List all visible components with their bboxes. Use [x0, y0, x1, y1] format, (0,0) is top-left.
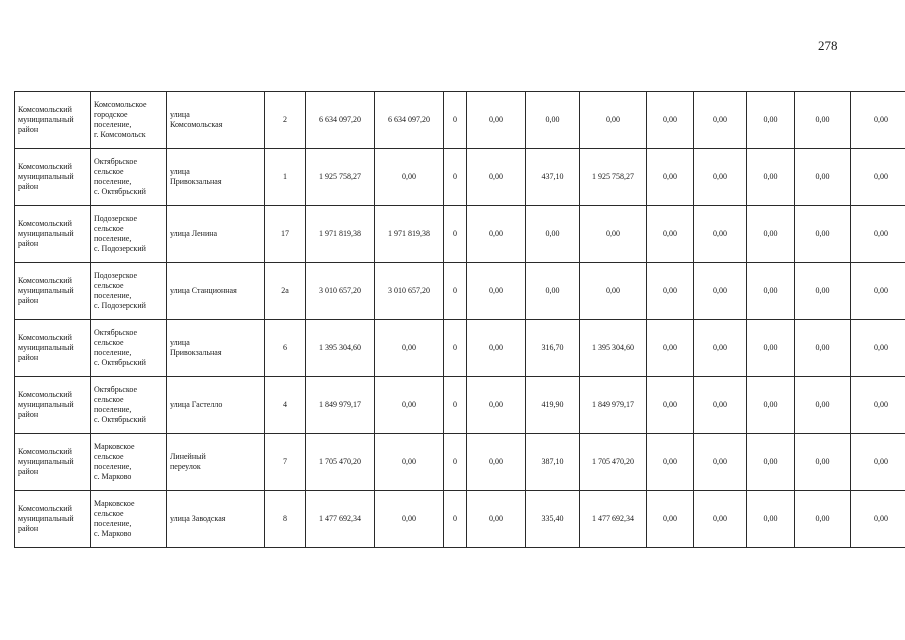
cell-amount: 1 971 819,38: [306, 206, 375, 263]
cell-amount: 3 010 657,20: [375, 263, 444, 320]
cell-area: 335,40: [526, 491, 580, 548]
cell-amount: 0,00: [851, 434, 905, 491]
cell-district: Комсомольский муниципальный район: [15, 263, 91, 320]
cell-amount: 0,00: [647, 320, 694, 377]
table-row: [15, 149, 905, 206]
cell-amount: 0,00: [851, 263, 905, 320]
cell-amount: 0,00: [467, 206, 526, 263]
cell-amount: 0,00: [375, 149, 444, 206]
cell-amount: 0,00: [851, 149, 905, 206]
cell-amount: 0,00: [694, 320, 747, 377]
cell-amount: 0,00: [647, 491, 694, 548]
cell-house-number: 1: [265, 149, 306, 206]
cell-district: Комсомольский муниципальный район: [15, 92, 91, 149]
cell-count: 0: [444, 206, 467, 263]
cell-amount: 0,00: [647, 377, 694, 434]
cell-street: улица Комсомольская: [167, 92, 265, 149]
cell-amount: 0,00: [795, 377, 851, 434]
cell-amount: 1 477 692,34: [580, 491, 647, 548]
cell-amount: 0,00: [747, 92, 795, 149]
cell-street: улица Привокзальная: [167, 320, 265, 377]
cell-amount: 0,00: [747, 434, 795, 491]
cell-amount: 0,00: [467, 377, 526, 434]
cell-house-number: 17: [265, 206, 306, 263]
cell-street: улица Станционная: [167, 263, 265, 320]
cell-amount: 0,00: [580, 206, 647, 263]
cell-district: Комсомольский муниципальный район: [15, 491, 91, 548]
cell-amount: 1 971 819,38: [375, 206, 444, 263]
cell-amount: 1 849 979,17: [306, 377, 375, 434]
cell-count: 0: [444, 320, 467, 377]
cell-amount: 0,00: [647, 263, 694, 320]
table-row: [15, 434, 905, 491]
cell-settlement: Октябрьское сельское поселение, с. Октябрьский: [91, 320, 167, 377]
cell-amount: 1 395 304,60: [580, 320, 647, 377]
cell-amount: 1 477 692,34: [306, 491, 375, 548]
cell-amount: 0,00: [467, 149, 526, 206]
cell-amount: 1 705 470,20: [580, 434, 647, 491]
data-table: [14, 91, 905, 548]
cell-street: улица Ленина: [167, 206, 265, 263]
cell-amount: 0,00: [375, 491, 444, 548]
cell-area: 0,00: [526, 206, 580, 263]
cell-area: 316,70: [526, 320, 580, 377]
cell-area: 419,90: [526, 377, 580, 434]
cell-count: 0: [444, 377, 467, 434]
cell-settlement: Октябрьское сельское поселение, с. Октябрьский: [91, 377, 167, 434]
cell-amount: 0,00: [647, 92, 694, 149]
cell-amount: 0,00: [647, 206, 694, 263]
cell-amount: 1 705 470,20: [306, 434, 375, 491]
cell-amount: 0,00: [747, 149, 795, 206]
cell-amount: 0,00: [694, 206, 747, 263]
cell-amount: 0,00: [694, 491, 747, 548]
cell-amount: 0,00: [851, 377, 905, 434]
cell-amount: 0,00: [795, 491, 851, 548]
cell-amount: 1 849 979,17: [580, 377, 647, 434]
cell-house-number: 2: [265, 92, 306, 149]
cell-amount: 0,00: [467, 320, 526, 377]
cell-amount: 0,00: [795, 149, 851, 206]
page-number: 278: [818, 38, 838, 53]
cell-amount: 0,00: [795, 92, 851, 149]
cell-amount: 0,00: [647, 149, 694, 206]
cell-amount: 0,00: [747, 263, 795, 320]
cell-amount: 0,00: [580, 263, 647, 320]
cell-amount: 0,00: [795, 206, 851, 263]
cell-amount: 6 634 097,20: [375, 92, 444, 149]
cell-amount: 0,00: [694, 149, 747, 206]
cell-amount: 1 925 758,27: [580, 149, 647, 206]
cell-amount: 0,00: [851, 92, 905, 149]
cell-settlement: Подозерское сельское поселение, с. Подозерский: [91, 263, 167, 320]
cell-district: Комсомольский муниципальный район: [15, 377, 91, 434]
cell-amount: 0,00: [467, 263, 526, 320]
table-row: [15, 263, 905, 320]
cell-settlement: Комсомольское городское поселение, г. Комсомольск: [91, 92, 167, 149]
cell-amount: 6 634 097,20: [306, 92, 375, 149]
cell-amount: 0,00: [647, 434, 694, 491]
cell-district: Комсомольский муниципальный район: [15, 149, 91, 206]
cell-amount: 0,00: [694, 263, 747, 320]
cell-house-number: 6: [265, 320, 306, 377]
cell-district: Комсомольский муниципальный район: [15, 434, 91, 491]
cell-house-number: 7: [265, 434, 306, 491]
cell-area: 437,10: [526, 149, 580, 206]
cell-district: Комсомольский муниципальный район: [15, 206, 91, 263]
cell-district: Комсомольский муниципальный район: [15, 320, 91, 377]
cell-settlement: Подозерское сельское поселение, с. Подозерский: [91, 206, 167, 263]
cell-house-number: 8: [265, 491, 306, 548]
cell-count: 0: [444, 491, 467, 548]
cell-street: улица Заводская: [167, 491, 265, 548]
cell-amount: 1 395 304,60: [306, 320, 375, 377]
cell-house-number: 2а: [265, 263, 306, 320]
cell-area: 0,00: [526, 92, 580, 149]
cell-amount: 0,00: [851, 206, 905, 263]
cell-amount: 0,00: [375, 320, 444, 377]
table-row: [15, 206, 905, 263]
cell-settlement: Марковское сельское поселение, с. Марково: [91, 434, 167, 491]
table-row: [15, 491, 905, 548]
cell-street: улица Привокзальная: [167, 149, 265, 206]
cell-amount: 1 925 758,27: [306, 149, 375, 206]
cell-street: Линейный переулок: [167, 434, 265, 491]
cell-amount: 0,00: [851, 320, 905, 377]
cell-amount: 0,00: [851, 491, 905, 548]
cell-settlement: Октябрьское сельское поселение, с. Октябрьский: [91, 149, 167, 206]
cell-amount: 3 010 657,20: [306, 263, 375, 320]
cell-area: 0,00: [526, 263, 580, 320]
cell-amount: 0,00: [694, 377, 747, 434]
cell-amount: 0,00: [467, 491, 526, 548]
cell-amount: 0,00: [375, 434, 444, 491]
cell-amount: 0,00: [747, 320, 795, 377]
cell-amount: 0,00: [795, 320, 851, 377]
table-row: [15, 377, 905, 434]
cell-amount: 0,00: [747, 377, 795, 434]
cell-count: 0: [444, 263, 467, 320]
cell-amount: 0,00: [747, 206, 795, 263]
cell-street: улица Гастелло: [167, 377, 265, 434]
cell-amount: 0,00: [375, 377, 444, 434]
cell-count: 0: [444, 92, 467, 149]
cell-house-number: 4: [265, 377, 306, 434]
cell-amount: 0,00: [795, 263, 851, 320]
cell-amount: 0,00: [747, 491, 795, 548]
cell-count: 0: [444, 149, 467, 206]
cell-area: 387,10: [526, 434, 580, 491]
cell-settlement: Марковское сельское поселение, с. Марково: [91, 491, 167, 548]
table-row: [15, 320, 905, 377]
cell-amount: 0,00: [467, 434, 526, 491]
table-row: [15, 92, 905, 149]
cell-amount: 0,00: [467, 92, 526, 149]
cell-amount: 0,00: [694, 92, 747, 149]
cell-count: 0: [444, 434, 467, 491]
cell-amount: 0,00: [694, 434, 747, 491]
cell-amount: 0,00: [795, 434, 851, 491]
cell-amount: 0,00: [580, 92, 647, 149]
